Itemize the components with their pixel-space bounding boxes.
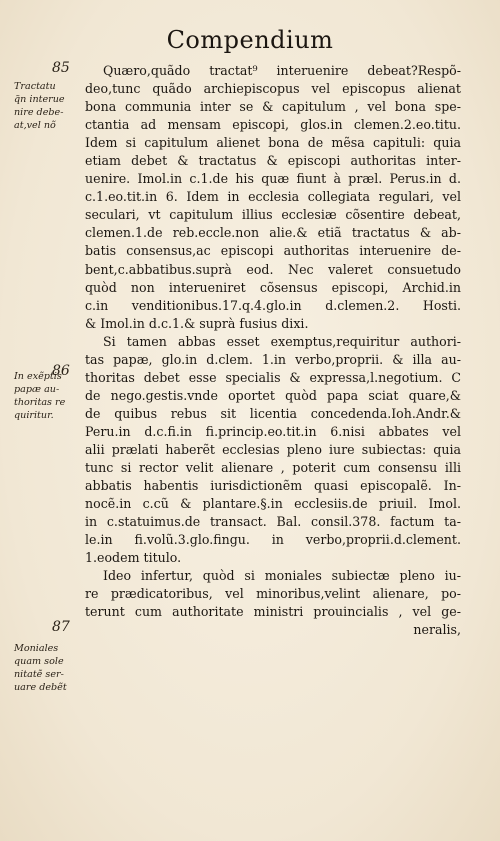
gloss-line: nire debe- [14, 107, 64, 118]
text-line: le.in fi.volũ.3.glo.fingu. in verbo,proprii.d.clement. [85, 532, 461, 548]
text-line: de nego.gestis.vnde oportet quòd papa sciat quare,& [85, 387, 461, 403]
text-line: abbatis habentis iurisdictionẽm quasi episcopalẽ. In- [85, 478, 461, 494]
text-line: Si tamen abbas esset exemptus,requiritur authori- [103, 333, 461, 349]
paragraph [85, 567, 461, 621]
margin-gloss [14, 642, 84, 694]
gloss-line: Moniales [14, 643, 59, 654]
text-line: c.1.eo.tit.in 6. Idem in ecclesia collegiata regulari, vel [85, 189, 461, 205]
gloss-line: uare debẽt [14, 682, 67, 693]
text-line: deo,tunc quãdo archiepiscopus vel episcopus alienat [85, 81, 461, 97]
text-line: re prædicatoribus, vel minoribus,velint alienare, po- [85, 586, 461, 602]
paragraph [85, 62, 461, 333]
text-line: terunt cum authoritate ministri prouincialis , vel ge- [85, 604, 461, 620]
section-number: 85 [52, 60, 70, 76]
margin-gloss [14, 80, 84, 132]
page-title: Compendium [166, 26, 334, 54]
text-line: etiam debet & tractatus & episcopi authoritas inter- [85, 153, 461, 169]
text-line: Peru.in d.c.fi.in fi.princip.eo.tit.in 6.nisi abbates vel [85, 423, 461, 439]
text-line: Ideo infertur, quòd si moniales subiectæ pleno iu- [103, 568, 461, 584]
gloss-line: quiritur. [14, 410, 54, 421]
text-line: Quæro,quãdo tractat⁹ interuenire debeat?Respõ- [103, 63, 461, 78]
text-line: ctantia ad mensam episcopi, glos.in clemen.2.eo.titu. [85, 117, 461, 133]
section-number: 87 [52, 619, 70, 635]
gloss-line: q̃n interue [14, 94, 65, 105]
gloss-line: In exẽptis [14, 371, 62, 382]
text-line: seculari, vt capitulum illius ecclesiæ cõsentire debeat, [85, 207, 461, 223]
text-line: tas papæ, glo.in d.clem. 1.in verbo,proprii. & illa au- [85, 351, 461, 367]
text-line: thoritas debet esse specialis & expressa,l.negotium. C [85, 369, 461, 385]
page-body [85, 62, 461, 640]
text-line: alii prælati haberẽt ecclesias pleno iure subiectas: quia [85, 441, 461, 457]
text-line: & Imol.in d.c.1.& suprà fusius dixi. [85, 315, 309, 331]
text-line: in c.statuimus.de transact. Bal. consil.378. factum ta- [85, 514, 461, 530]
paragraph [85, 333, 461, 568]
gloss-line: nitatẽ ser- [14, 669, 64, 680]
gloss-line: papæ au- [14, 384, 60, 395]
text-line: 1.eodem titulo. [85, 550, 182, 566]
text-line: bona communia inter se & capitulum , vel bona spe- [85, 99, 461, 115]
gloss-line: quam sole [14, 656, 64, 667]
catchword: neralis, [413, 622, 461, 638]
text-line: tunc si rector velit alienare , poterit cum consensu illi [85, 460, 461, 476]
text-line: batis consensus,ac episcopi authoritas interuenire de- [85, 243, 461, 259]
text-line: Idem si capitulum alienet bona de mẽsa capituli: quia [85, 135, 461, 151]
text-line: de quibus rebus sit licentia concedenda.Ioh.Andr.& [85, 405, 461, 421]
text-line: quòd non interueniret cõsensus episcopi, Archid.in [85, 279, 461, 295]
section-number: 86 [52, 363, 70, 379]
gloss-line: Tractatu [14, 81, 56, 92]
gloss-line: thoritas re [14, 397, 66, 408]
gloss-line: at,vel nõ [14, 120, 56, 131]
text-line: nocẽ.in c.cũ & plantare.§.in ecclesiis.de priuil. Imol. [85, 496, 461, 512]
text-line: bent,c.abbatibus.suprà eod. Nec valeret consuetudo [85, 261, 461, 277]
margin-gloss [14, 370, 84, 422]
text-line: clemen.1.de reb.eccle.non alie.& etiã tractatus & ab- [85, 225, 461, 241]
text-line: c.in venditionibus.17.q.4.glo.in d.clemen.2. Hosti. [85, 297, 461, 313]
text-line: uenire. Imol.in c.1.de his quæ fiunt à præl. Perus.in d. [85, 171, 461, 187]
